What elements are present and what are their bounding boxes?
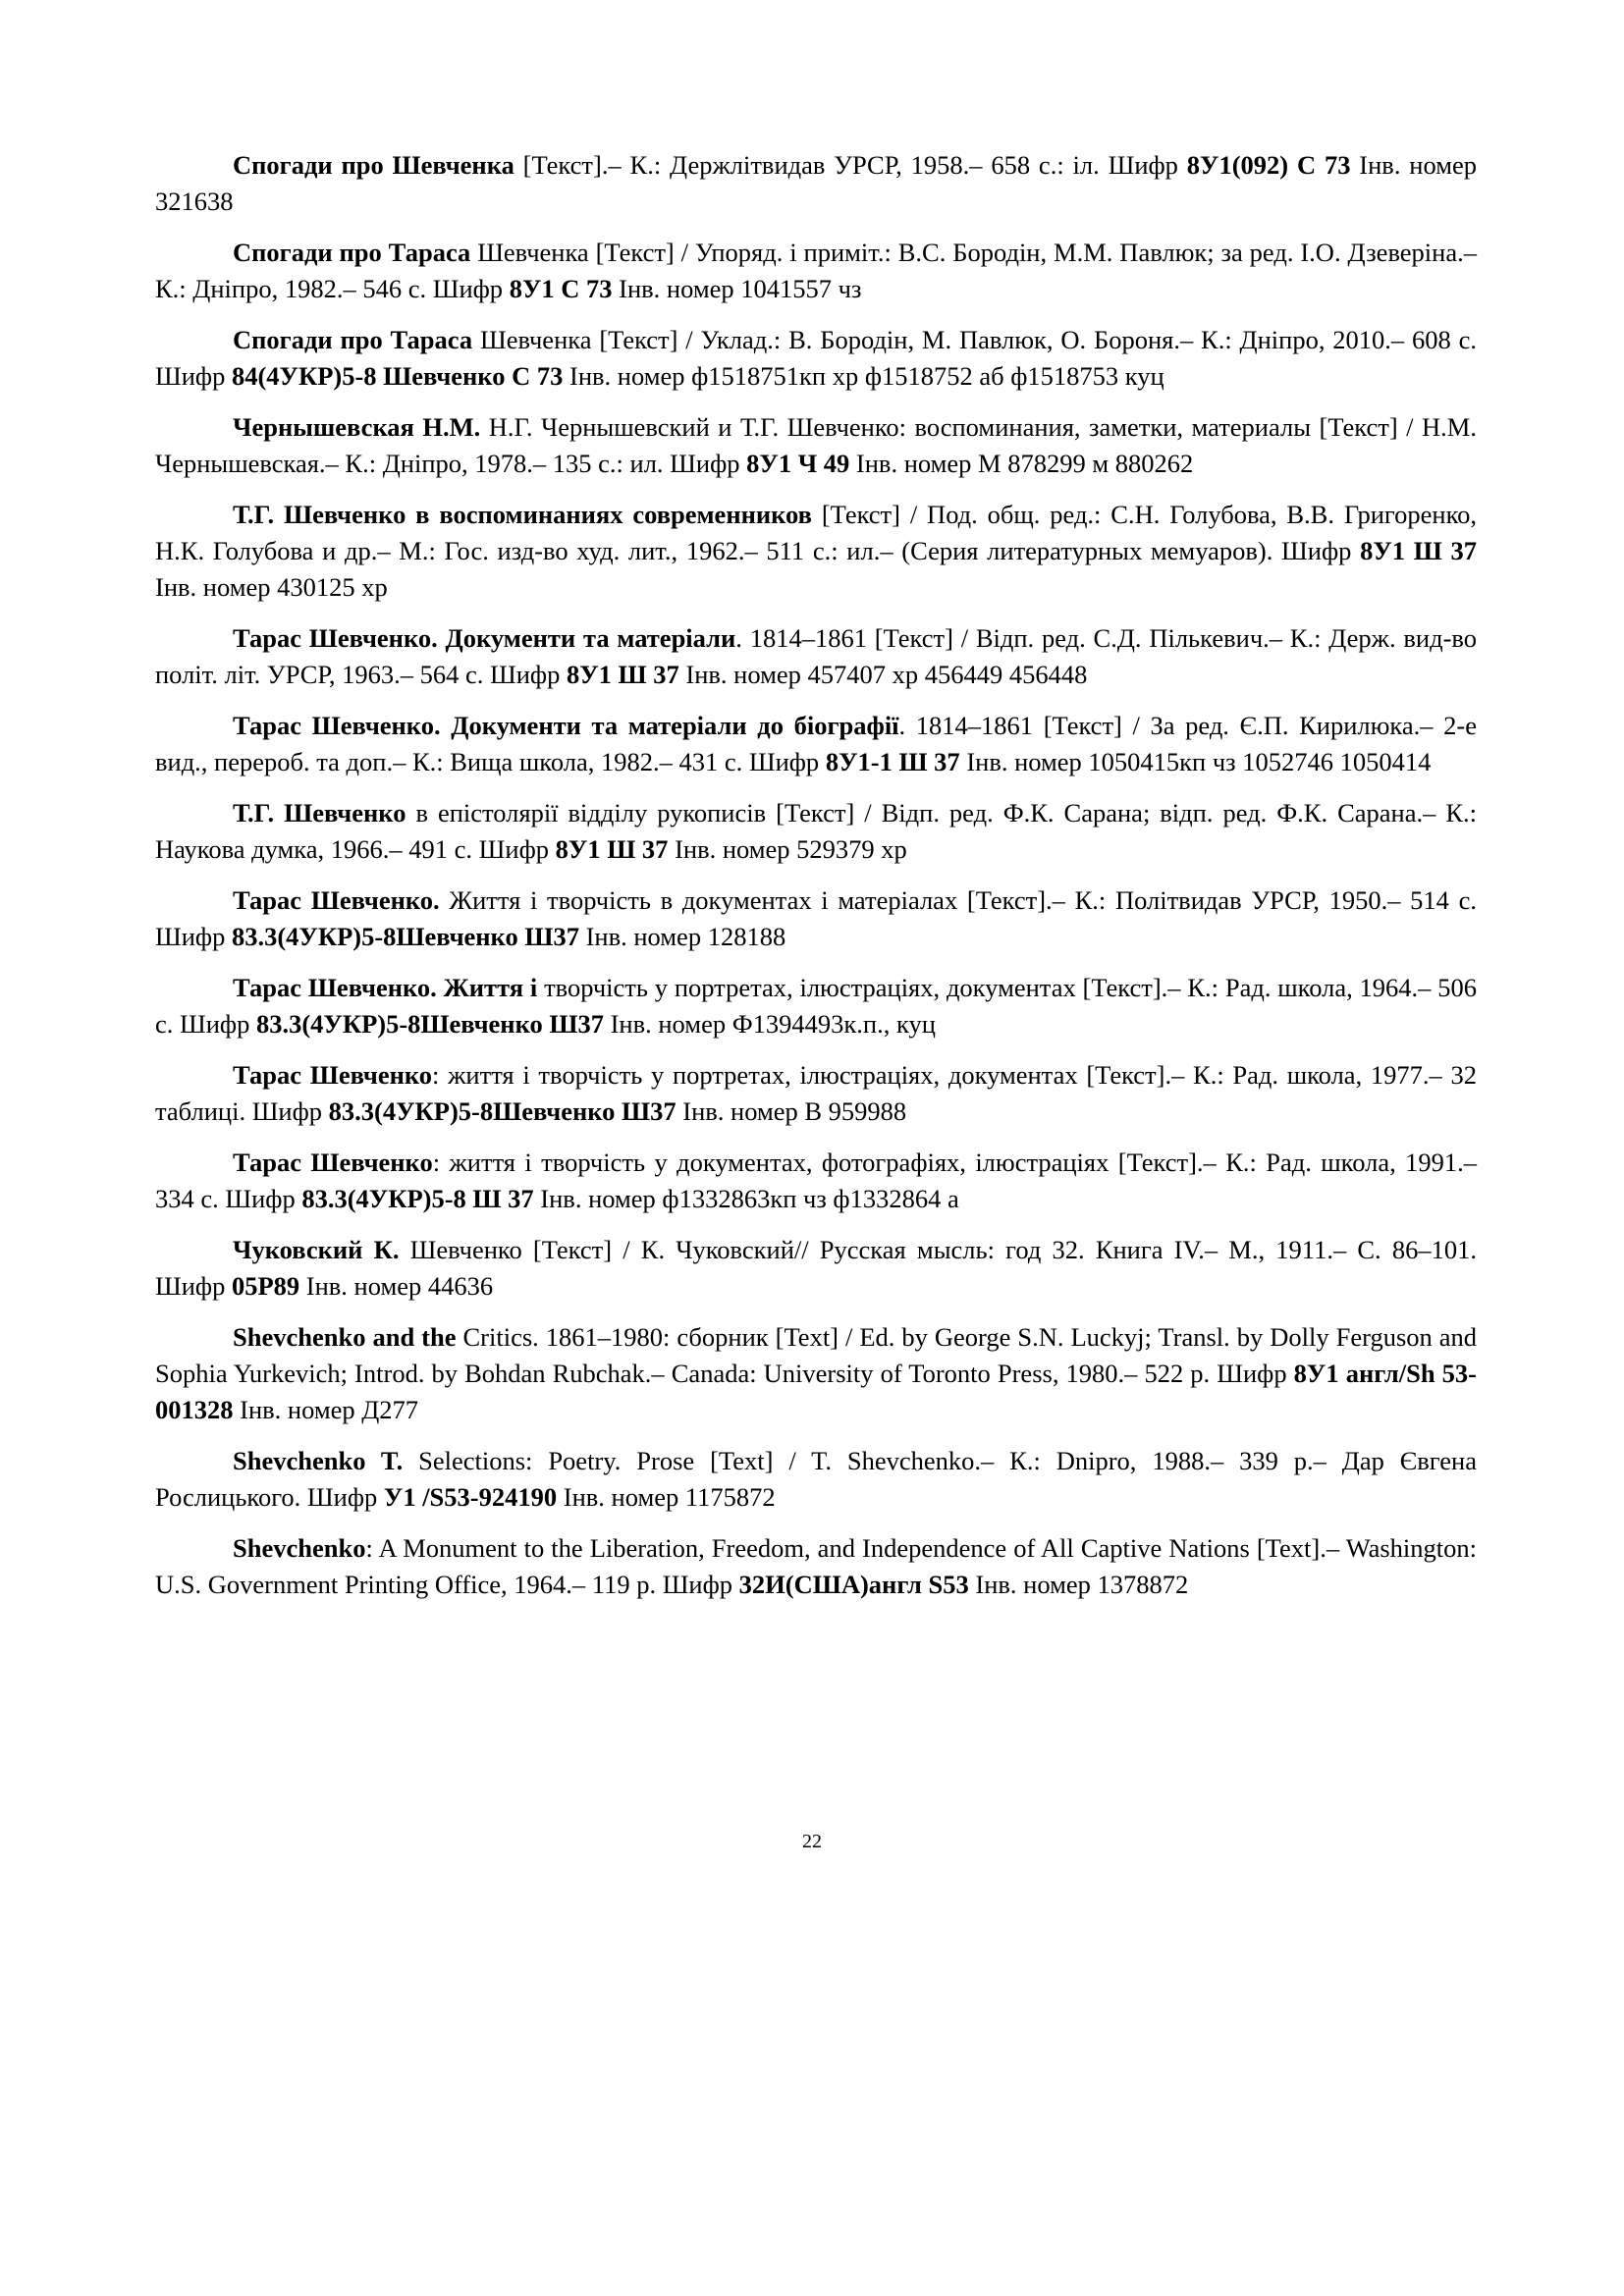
entry-text: [Текст].– К.: Держлітвидав УРСР, 1958.– 658 с.: іл. Шифр (514, 150, 1187, 180)
bibliography-entry (155, 409, 1477, 482)
entry-text: Шевченка [Текст] / Упоряд. і приміт.: В.С. Бородін, М.М. Павлюк; за ред. І.О. Дзеверіна.– К.: Дніпро, 1982.– 546 с. Шифр (155, 238, 1477, 303)
entry-shelf-code: 8У1 Ш 37 (1360, 536, 1477, 565)
bibliography-entry (155, 235, 1477, 307)
bibliography-entry (155, 1057, 1477, 1130)
entry-inventory: Інв. номер Д277 (233, 1395, 419, 1424)
bibliography-entry (155, 1530, 1477, 1603)
bibliography-list (155, 147, 1477, 1618)
entry-text: . 1814–1861 [Текст] / Відп. ред. С.Д. Пількевич.– К.: Держ. вид-во політ. літ. УРСР, 1963.– 564 с. Шифр (155, 623, 1477, 689)
entry-text: Життя і творчість в документах і матеріалах [Текст].– К.: Політвидав УРСР, 1950.– 514 с. Шифр (155, 885, 1477, 951)
entry-shelf-code: 8У1 Ч 49 (746, 449, 850, 478)
entry-heading: Shevchenko T. (233, 1446, 404, 1475)
entry-heading: Тарас Шевченко (233, 1060, 433, 1090)
entry-inventory: Інв. номер 1041557 чз (612, 274, 862, 303)
entry-shelf-code: 83.3(4УКР)5-8 Ш 37 (301, 1184, 534, 1213)
entry-inventory: Інв. номер 1378872 (968, 1570, 1189, 1599)
entry-shelf-code: 8У1 Ш 37 (566, 660, 679, 689)
entry-heading: Тарас Шевченко. Життя і (233, 973, 538, 1002)
entry-shelf-code: 83.3(4УКР)5-8Шевченко Ш37 (255, 1009, 604, 1039)
entry-heading: Спогади про Шевченка (233, 150, 514, 180)
entry-shelf-code: 8У1 С 73 (509, 274, 613, 303)
entry-text: Шевченко [Текст] / К. Чуковский// Русская мысль: год 32. Книга IV.– М., 1911.– С. 86–101. Шифр (155, 1235, 1477, 1301)
entry-text: [Текст] / Под. общ. ред.: С.Н. Голубова, В.В. Григоренко, Н.К. Голубова и др.– М.: Гос. изд-во худ. лит., 1962.– 511 с.: ил.– (Серия литературных мемуаров). Шифр (155, 500, 1477, 565)
entry-text: : життя і творчість у документах, фотографіях, ілюстраціях [Текст].– К.: Рад. школа, 1991.– 334 с. Шифр (155, 1148, 1477, 1213)
bibliography-entry (155, 1145, 1477, 1217)
entry-heading: Тарас Шевченко. Документи та матеріали (233, 623, 736, 653)
entry-shelf-code: 83.3(4УКР)5-8Шевченко Ш37 (231, 922, 579, 951)
entry-heading: Т.Г. Шевченко (233, 798, 406, 828)
bibliography-entry (155, 620, 1477, 693)
entry-text: в епістолярії відділу рукописів [Текст] / Відп. ред. Ф.К. Сарана; відп. ред. Ф.К. Сарана.– К.: Наукова думка, 1966.– 491 с. Шифр (155, 798, 1477, 864)
entry-shelf-code: 8У1(092) С 73 (1186, 150, 1351, 180)
entry-heading: Тарас Шевченко (233, 1148, 433, 1177)
entry-shelf-code: 8У1 англ/Sh 53-001328 (155, 1359, 1478, 1424)
entry-inventory: Інв. номер Ф1394493к.п., куц (603, 1009, 936, 1039)
entry-inventory: Інв. номер 321638 (155, 150, 1477, 216)
entry-inventory: Інв. номер 44636 (299, 1271, 494, 1301)
entry-text: творчість у портретах, ілюстраціях, документах [Текст].– К.: Рад. школа, 1964.– 506 с. Шифр (155, 973, 1477, 1039)
bibliography-entry (155, 147, 1477, 220)
entry-heading: Тарас Шевченко. (233, 885, 440, 915)
entry-inventory: Інв. номер 128188 (578, 922, 786, 951)
bibliography-entry (155, 795, 1477, 868)
entry-shelf-code: 84(4УКР)5-8 Шевченко С 73 (231, 361, 564, 391)
bibliography-entry (155, 1232, 1477, 1305)
entry-text: : життя і творчість у портретах, ілюстраціях, документах [Текст].– К.: Рад. школа, 1977.– 32 таблиці. Шифр (155, 1060, 1477, 1126)
entry-heading: Shevchenko (233, 1533, 366, 1563)
entry-heading: Т.Г. Шевченко в воспоминаниях современников (233, 500, 812, 529)
bibliography-entry (155, 497, 1477, 606)
entry-text: Selections: Poetry. Prose [Text] / T. Shevchenko.– К.: Dnipro, 1988.– 339 р.– Дар Євгена Рослицького. Шифр (155, 1446, 1477, 1512)
entry-inventory: Інв. номер 529379 хр (668, 834, 907, 864)
entry-heading: Чернышевская Н.М. (233, 412, 481, 442)
entry-inventory: Інв. номер 1050415кп чз 1052746 1050414 (959, 747, 1432, 776)
entry-heading: Спогади про Тараса (233, 238, 471, 267)
entry-inventory: Інв. номер ф1332863кп чз ф1332864 а (533, 1184, 959, 1213)
entry-shelf-code: 32И(США)англ S53 (738, 1570, 969, 1599)
page-number: 22 (802, 1831, 822, 1852)
entry-text: : A Monument to the Liberation, Freedom, and Independence of All Captive Nations [Text].– Washington: U.S. Government Printing Office, 1964.– 119 р. Шифр (155, 1533, 1477, 1599)
entry-text: Н.Г. Чернышевский и Т.Г. Шевченко: воспоминания, заметки, материалы [Текст] / Н.М. Чернышевская.– К.: Дніпро, 1978.– 135 с.: ил. Шифр (155, 412, 1477, 478)
entry-heading: Shevchenko and the (233, 1322, 457, 1352)
entry-inventory: Інв. номер 1175872 (557, 1482, 776, 1512)
entry-inventory: Інв. номер 430125 хр (155, 572, 388, 602)
bibliography-entry (155, 970, 1477, 1042)
entry-text: Critics. 1861–1980: сборник [Text] / Ed. by George S.N. Luckyj; Transl. by Dolly Ferguson and Sophia Yurkevich; Introd. by Bohdan Rubchak.– Canada: University of Toronto Press, 1980.– 522 р. Шифр (155, 1322, 1477, 1388)
entry-shelf-code: 8У1 Ш 37 (555, 834, 669, 864)
entry-inventory: Інв. номер В 959988 (676, 1096, 907, 1126)
entry-heading: Чуковский К. (233, 1235, 400, 1264)
entry-inventory: Інв. номер 457407 хр 456449 456448 (678, 660, 1088, 689)
bibliography-entry (155, 322, 1477, 395)
entry-inventory: Інв. номер М 878299 м 880262 (849, 449, 1194, 478)
entry-shelf-code: 83.3(4УКР)5-8Шевченко Ш37 (328, 1096, 677, 1126)
entry-inventory: Інв. номер ф1518751кп хр ф1518752 аб ф1518753 куц (563, 361, 1164, 391)
bibliography-entry (155, 708, 1477, 780)
entry-text: Шевченка [Текст] / Уклад.: В. Бородін, М. Павлюк, О. Бороня.– К.: Дніпро, 2010.– 608 с. Шифр (155, 325, 1477, 391)
entry-shelf-code: 05Р89 (231, 1271, 300, 1301)
bibliography-entry (155, 882, 1477, 955)
bibliography-entry (155, 1443, 1477, 1516)
entry-text: . 1814–1861 [Текст] / За ред. Є.П. Кирилюка.– 2-е вид., перероб. та доп.– К.: Вища школа, 1982.– 431 с. Шифр (155, 711, 1477, 776)
bibliography-entry (155, 1319, 1477, 1428)
entry-heading: Тарас Шевченко. Документи та матеріали до біографії (233, 711, 899, 740)
entry-shelf-code: У1 /S53-924190 (383, 1482, 558, 1512)
entry-heading: Спогади про Тараса (233, 325, 473, 354)
entry-shelf-code: 8У1-1 Ш 37 (825, 747, 960, 776)
